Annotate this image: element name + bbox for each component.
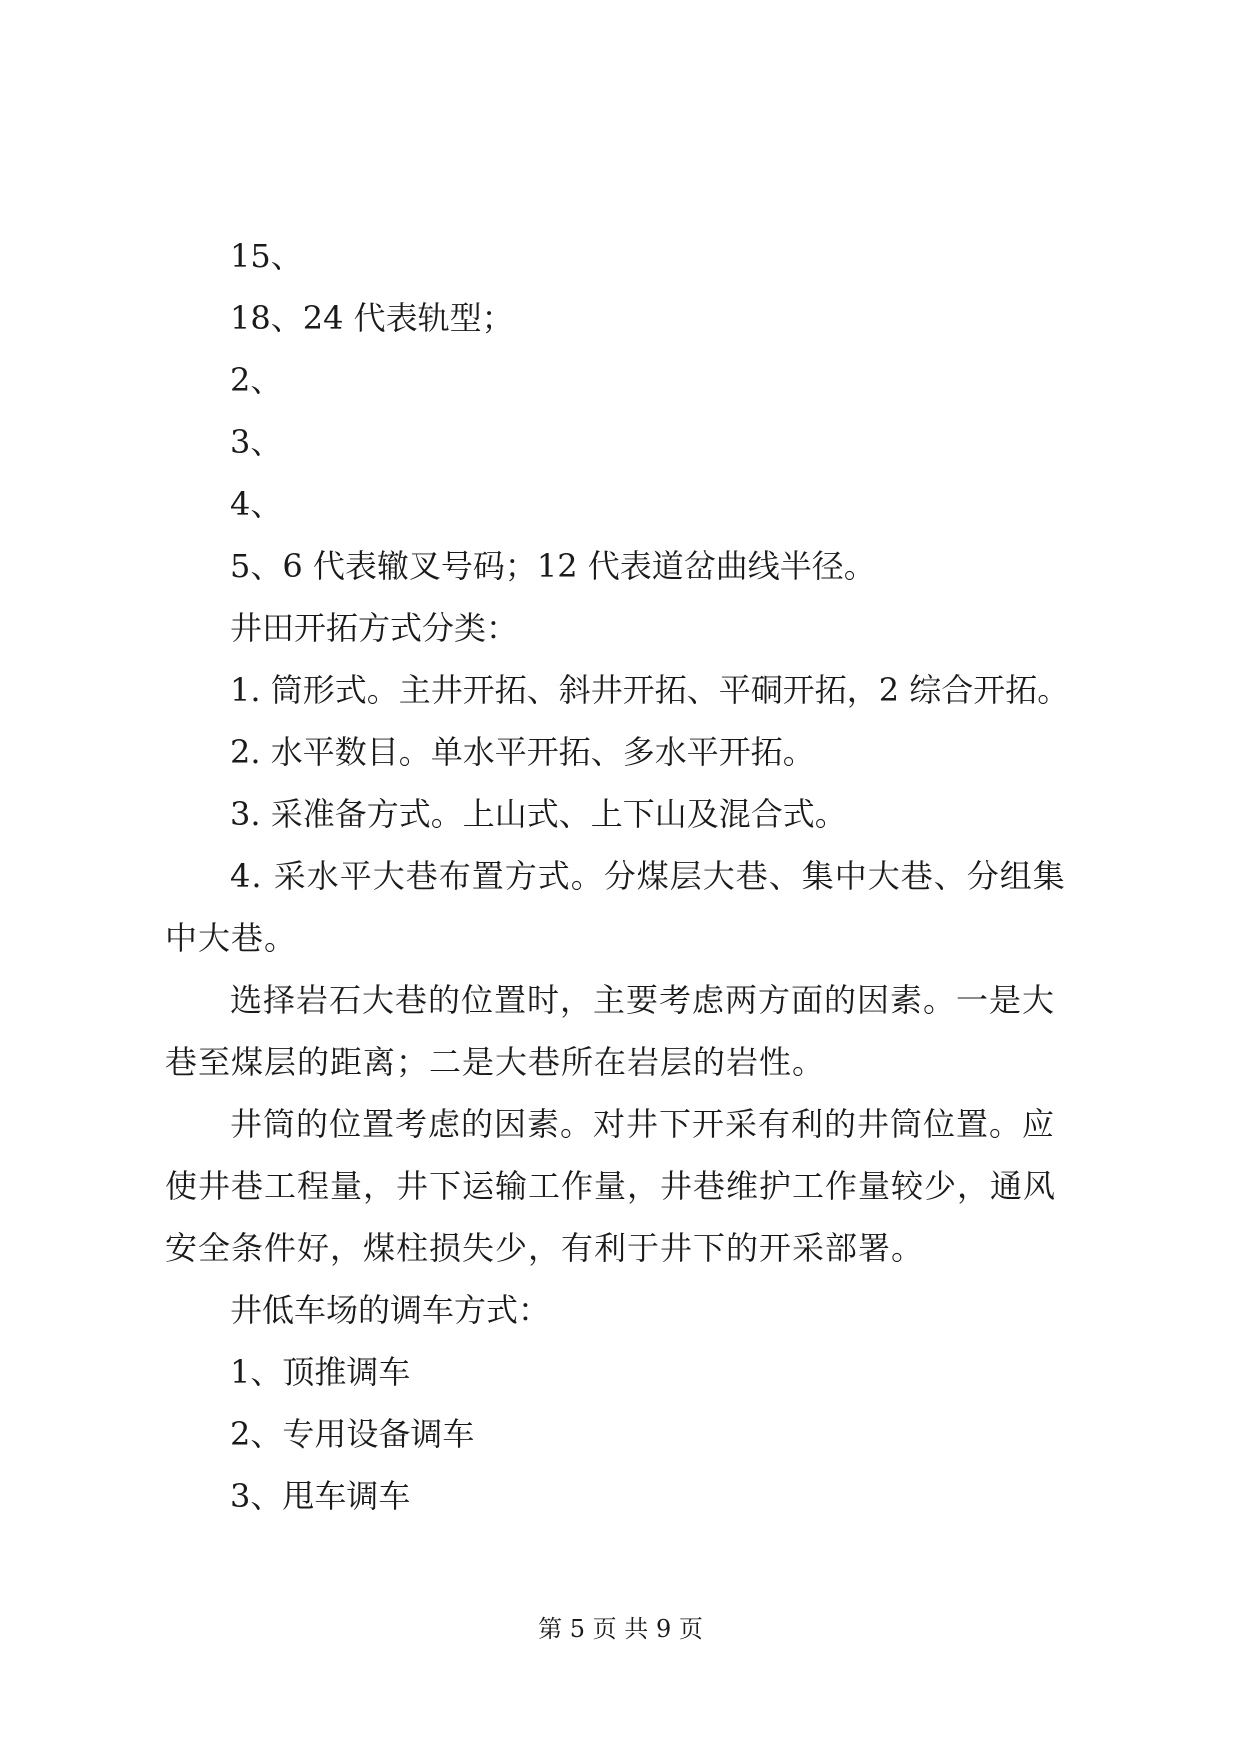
- list-item: 3、甩车调车: [230, 1477, 411, 1515]
- text-line: 18、24 代表轨型；: [230, 299, 514, 337]
- list-item: 2、专用设备调车: [230, 1415, 475, 1453]
- section-heading: 井低车场的调车方式：: [230, 1291, 551, 1329]
- paragraph-shaft-position: 井筒的位置考虑的因素。对井下开采有利的井筒位置。应使井巷工程量，井下运输工作量，井巷维护工作量较少，通风安全条件好，煤柱损失少，有利于井下的开采部署。: [165, 1105, 1057, 1267]
- document-body: [165, 225, 1085, 1527]
- page-number-footer: 第 5 页 共 9 页: [538, 1615, 703, 1643]
- text-line: 5、6 代表辙叉号码；12 代表道岔曲线半径。: [230, 547, 876, 585]
- paragraph-roadway-layout: 4. 采水平大巷布置方式。分煤层大巷、集中大巷、分组集中大巷。: [165, 857, 1066, 957]
- section-heading: 井田开拓方式分类：: [230, 609, 519, 647]
- list-item: 1. 筒形式。主井开拓、斜井开拓、平硐开拓，2 综合开拓。: [230, 671, 1070, 709]
- text-line: 3、: [230, 423, 283, 461]
- text-line: 15、: [230, 237, 303, 275]
- text-line: 2、: [230, 361, 283, 399]
- paragraph-rock-roadway: 选择岩石大巷的位置时，主要考虑两方面的因素。一是大巷至煤层的距离；二是大巷所在岩层的岩性。: [165, 981, 1056, 1081]
- text-line: 4、: [230, 485, 283, 523]
- list-item: 1、顶推调车: [230, 1353, 411, 1391]
- list-item: 3. 采准备方式。上山式、上下山及混合式。: [230, 795, 847, 833]
- list-item: 2. 水平数目。单水平开拓、多水平开拓。: [230, 733, 815, 771]
